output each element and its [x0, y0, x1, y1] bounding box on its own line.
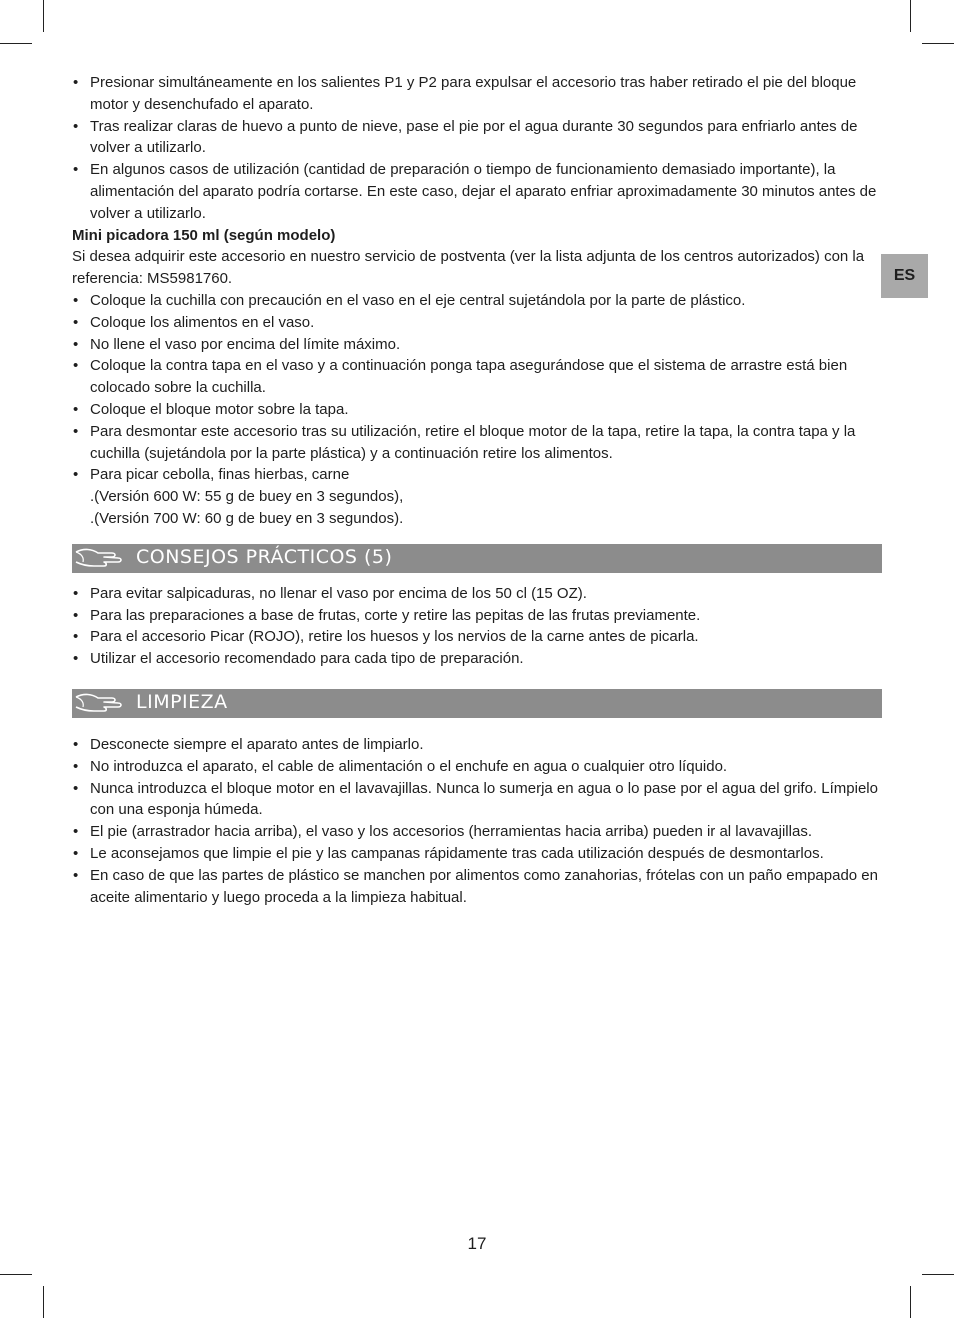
version-line: .(Versión 600 W: 55 g de buey en 3 segundos), — [90, 488, 404, 506]
crop-mark — [910, 0, 911, 32]
crop-mark — [0, 43, 32, 44]
list-item: • No introduzca el aparato, el cable de alimentación o el enchufe en agua o cualquier otro líquido. — [72, 756, 882, 778]
crop-mark — [0, 1274, 32, 1275]
mini-picadora-bullet-list — [72, 290, 882, 530]
list-item: • Utilizar el accesorio recomendado para cada tipo de preparación. — [72, 648, 882, 670]
list-item: • Desconecte siempre el aparato antes de limpiarlo. — [72, 734, 882, 756]
crop-mark — [922, 1274, 954, 1275]
crop-mark — [922, 43, 954, 44]
list-item: • Coloque la cuchilla con precaución en el vaso en el eje central sujetándola por la parte de plástico. — [72, 290, 882, 312]
list-item: • Para picar cebolla, finas hierbas, carne — [72, 464, 882, 486]
list-item: • Para desmontar este accesorio tras su utilización, retire el bloque motor de la tapa, retire la tapa, la contra tapa y la cuchilla (sujetándola por la parte plástica) y a continuación retire los alimentos. — [72, 421, 882, 465]
list-item: • No llene el vaso por encima del límite máximo. — [72, 334, 882, 356]
mini-picadora-heading: Mini picadora 150 ml (según modelo) — [72, 226, 336, 244]
list-item: • En caso de que las partes de plástico se manchen por alimentos como zanahorias, frótelas con un paño empapado en aceite alimentario y luego proceda a la limpieza habitual. — [72, 865, 882, 909]
list-item: • Coloque la contra tapa en el vaso y a continuación ponga tapa asegurándose que el sistema de arrastre está bien colocado sobre la cuchilla. — [72, 355, 882, 399]
list-item: • Para las preparaciones a base de frutas, corte y retire las pepitas de las frutas previamente. — [72, 605, 882, 627]
page-number: 17 — [467, 1234, 487, 1253]
language-tab: ES — [881, 254, 928, 298]
crop-mark — [43, 0, 44, 32]
list-item: • Le aconsejamos que limpie el pie y las campanas rápidamente tras cada utilización después de desmontarlos. — [72, 843, 882, 865]
list-item: • En algunos casos de utilización (cantidad de preparación o tiempo de funcionamiento demasiado importante), la alimentación del aparato podría cortarse. En este caso, dejar el aparato enfriar aproximadamente 30 minutos antes de volver a utilizarlo. — [72, 159, 882, 224]
list-item: • Para el accesorio Picar (ROJO), retire los huesos y los nervios de la carne antes de picarla. — [72, 626, 882, 648]
limpieza-bullet-list — [72, 734, 882, 908]
section-header-limpieza — [72, 689, 882, 718]
list-item: • Para evitar salpicaduras, no llenar el vaso por encima de los 50 cl (15 OZ). — [72, 583, 882, 605]
list-item: • Presionar simultáneamente en los salientes P1 y P2 para expulsar el accesorio tras haber retirado el pie del bloque motor y desenchufado el aparato. — [72, 72, 882, 116]
list-item: • Nunca introduzca el bloque motor en el lavavajillas. Nunca lo sumerja en agua o lo pase por el agua del grifo. Límpielo con una esponja húmeda. — [72, 778, 882, 822]
section-header-consejos — [72, 544, 882, 573]
crop-mark — [43, 1286, 44, 1318]
page-content — [72, 72, 882, 908]
list-item: • Tras realizar claras de huevo a punto de nieve, pase el pie por el agua durante 30 segundos para enfriarlo antes de volver a utilizarlo. — [72, 116, 882, 160]
hand-arrow-icon — [74, 545, 122, 571]
hand-arrow-icon — [74, 690, 122, 716]
section-title: LIMPIEZA — [136, 690, 228, 713]
version-line: .(Versión 700 W: 60 g de buey en 3 segundos). — [90, 509, 404, 527]
section-title: CONSEJOS PRÁCTICOS (5) — [136, 545, 393, 568]
crop-mark — [910, 1286, 911, 1318]
list-item: • El pie (arrastrador hacia arriba), el vaso y los accesorios (herramientas hacia arriba) pueden ir al lavavajillas. — [72, 821, 882, 843]
mini-picadora-text: Si desea adquirir este accesorio en nuestro servicio de postventa (ver la lista adjunta de los centros autorizados) con la referencia: MS5981760. — [72, 248, 865, 288]
consejos-bullet-list — [72, 583, 882, 670]
list-item: • Coloque los alimentos en el vaso. — [72, 312, 882, 334]
list-item: • Coloque el bloque motor sobre la tapa. — [72, 399, 882, 421]
intro-bullet-list — [72, 72, 882, 225]
